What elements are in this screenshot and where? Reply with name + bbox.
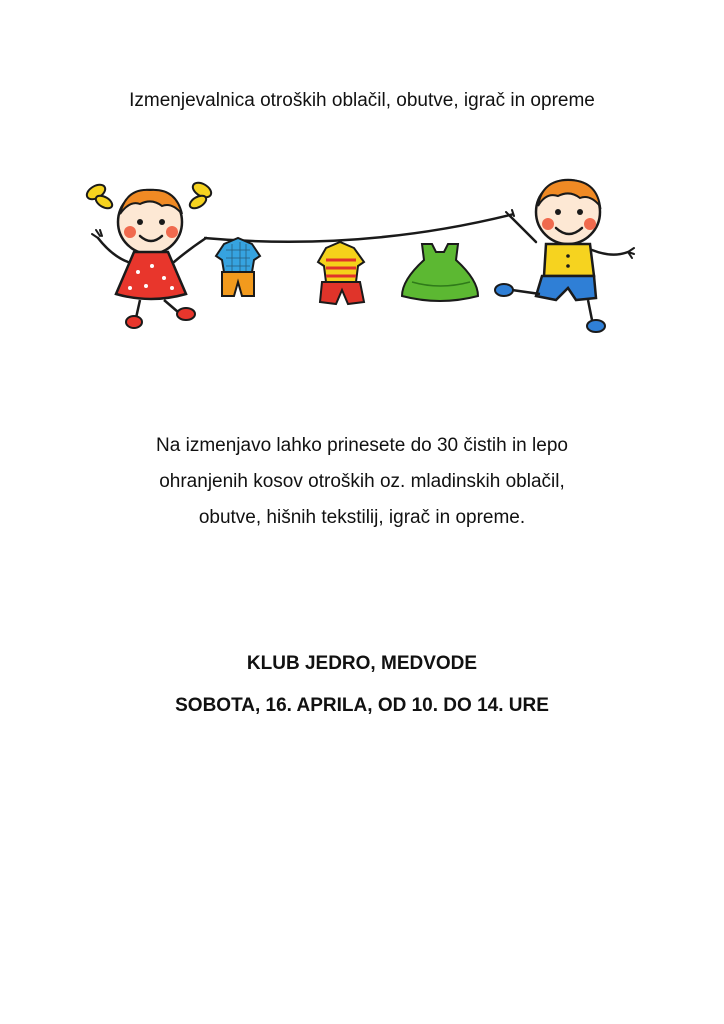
boy-pants (536, 276, 596, 300)
boy-cheek-left (542, 218, 554, 230)
event-venue: KLUB JEDRO, MEDVODE (246, 653, 478, 674)
event-date: SOBOTA, 16. APRILA, OD 10. DO 14. URE (175, 695, 549, 716)
kids-clothesline-illustration (82, 172, 642, 340)
girl-pigtail-right (188, 180, 214, 211)
boy-cheek-right (584, 218, 596, 230)
green-dress (402, 244, 478, 301)
boy-figure (495, 180, 634, 332)
body-line-2: ohranjenih kosov otroških oz. mladinskih oblačil, (159, 471, 565, 492)
document-title: Izmenjevalnica otroških oblačil, obutve, igrač in opreme (129, 90, 595, 111)
boy-shirt (544, 244, 594, 276)
yellow-shirt-red-shorts (318, 242, 364, 304)
body-line-1: Na izmenjavo lahko prinesete do 30 čistih in lepo (156, 435, 568, 456)
girl-cheek-right (166, 226, 178, 238)
body-line-3: obutve, hišnih tekstilij, igrač in opreme. (198, 507, 526, 528)
girl-dress (116, 252, 186, 299)
girl-cheek-left (124, 226, 136, 238)
girl-figure (84, 180, 213, 328)
girl-pigtail-left (84, 182, 114, 211)
clothesline (204, 214, 514, 242)
announcement-body (80, 428, 644, 536)
blue-shirt-orange-shorts (216, 238, 260, 296)
